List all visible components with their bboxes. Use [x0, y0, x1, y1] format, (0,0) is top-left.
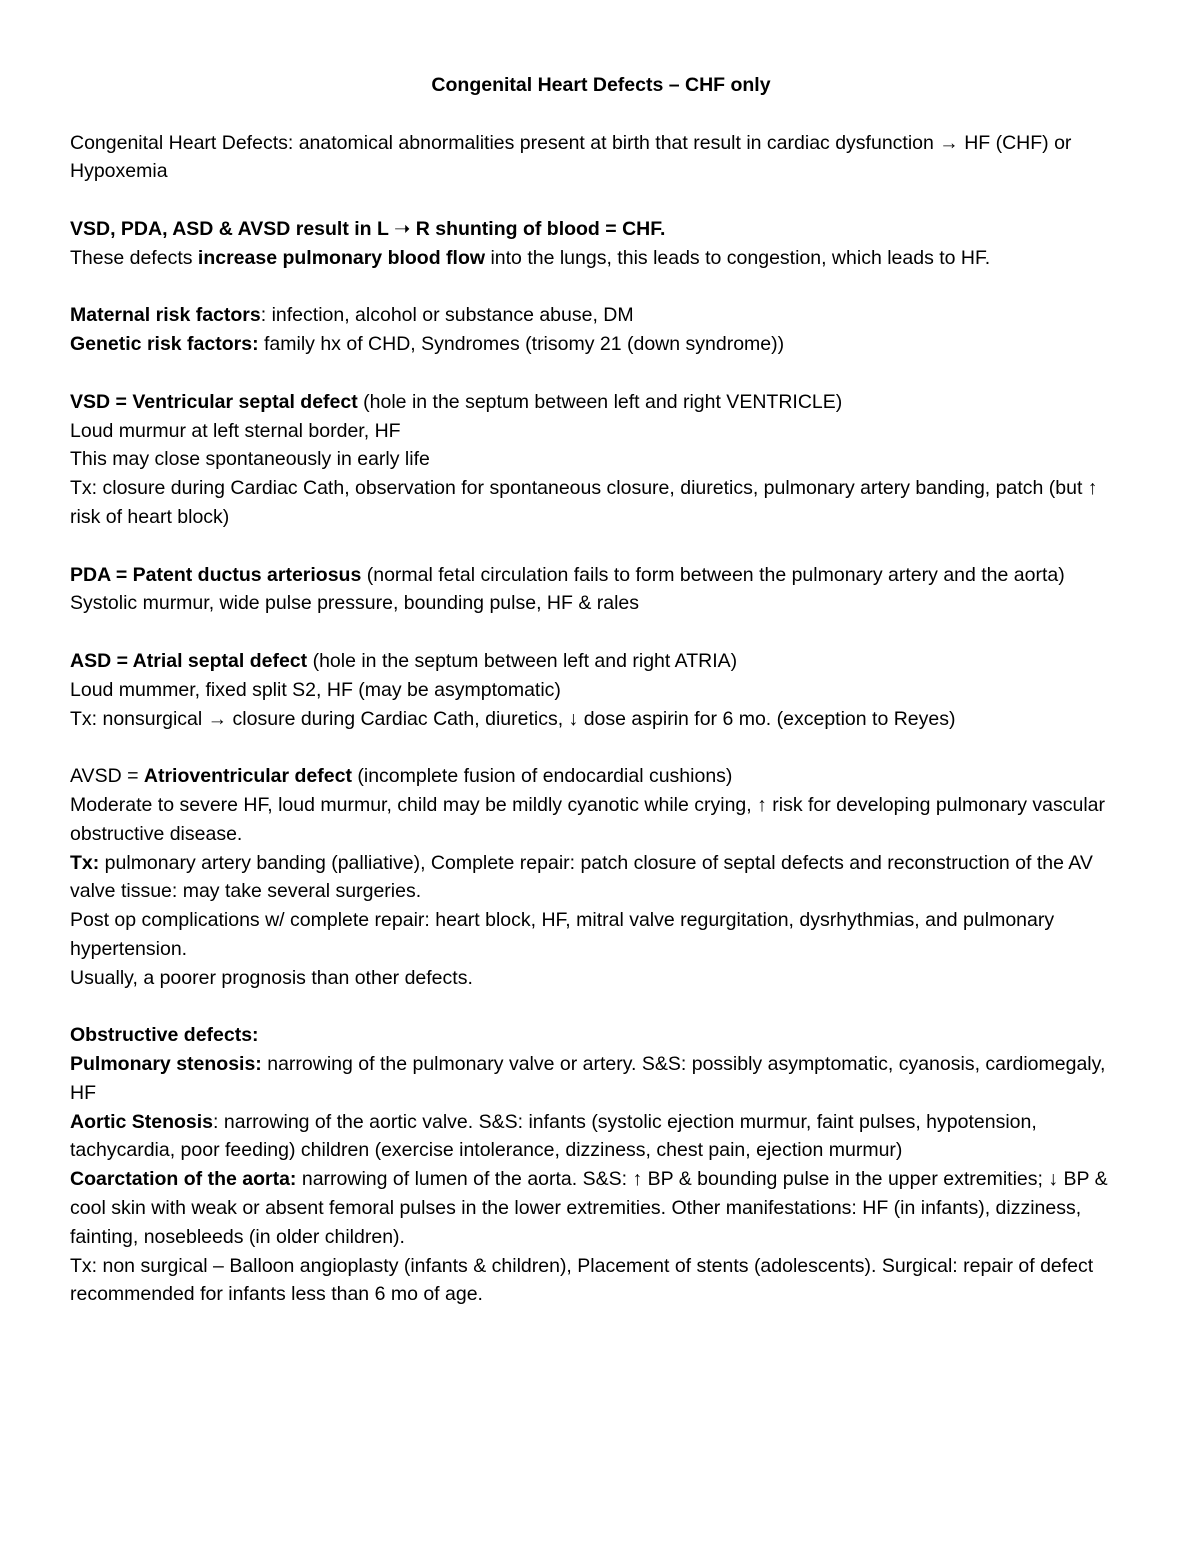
spacer [70, 186, 1132, 215]
vsd-label: VSD = Ventricular septal defect [70, 390, 358, 413]
asd-heading [70, 647, 1132, 676]
avsd-line-4: Usually, a poorer prognosis than other defects. [70, 966, 473, 989]
asd-desc: (hole in the septum between left and right ATRIA) [307, 649, 738, 672]
vsd-line-2: This may close spontaneously in early life [70, 448, 430, 471]
obstructive-heading-text: Obstructive defects: [70, 1024, 259, 1047]
avsd-tx-label: Tx: [70, 851, 100, 874]
spacer [70, 359, 1132, 388]
avsd-label: Atrioventricular defect [143, 765, 352, 788]
coarctation-label: Coarctation of the aorta: [70, 1168, 297, 1191]
avsd-tx-line [70, 849, 1132, 907]
pulmonary-stenosis-label: Pulmonary stenosis: [70, 1053, 262, 1076]
vsd-line-1: Loud murmur at left sternal border, HF [70, 419, 401, 442]
genetic-risk-label: Genetic risk factors: [70, 333, 259, 356]
pulmonary-stenosis-line [70, 1050, 1132, 1108]
avsd-prefix: AVSD = [70, 765, 144, 788]
shunt-line-bold: increase pulmonary blood flow [197, 246, 486, 269]
vsd-heading [70, 388, 1132, 417]
avsd-line-1: Moderate to severe HF, loud murmur, child may be mildly cyanotic while crying, ↑ risk for developing pulmonary vascular obstructive disease. [70, 793, 1106, 845]
shunt-line-post: into the lungs, this leads to congestion, which leads to HF. [485, 246, 991, 269]
maternal-risk-label: Maternal risk factors [70, 304, 261, 327]
intro-paragraph [70, 129, 1132, 187]
asd-line-1: Loud mummer, fixed split S2, HF (may be asymptomatic) [70, 678, 561, 701]
spacer [70, 532, 1132, 561]
spacer [70, 273, 1132, 302]
obstructive-heading [70, 1021, 1132, 1050]
genetic-risk-text: family hx of CHD, Syndromes (trisomy 21 (down syndrome)) [258, 333, 785, 356]
pda-desc: (normal fetal circulation fails to form between the pulmonary artery and the aorta) [361, 563, 1065, 586]
obstructive-tx-line: Tx: non surgical – Balloon angioplasty (infants & children), Placement of stents (adolescents). Surgical: repair of defect recommended for infants less than 6 mo of age. [70, 1254, 1094, 1306]
vsd-desc: (hole in the septum between left and right VENTRICLE) [357, 390, 843, 413]
avsd-desc: (incomplete fusion of endocardial cushions) [351, 765, 733, 788]
intro-text: anatomical abnormalities present at birth that result in cardiac dysfunction → HF (CHF) or Hypoxemia [70, 131, 1072, 183]
spacer [70, 618, 1132, 647]
spacer [70, 100, 1132, 129]
avsd-tx-text: pulmonary artery banding (palliative), Complete repair: patch closure of septal defects and reconstruction of the AV valve tissue: may take several surgeries. [70, 851, 1093, 903]
intro-label: Congenital Heart Defects: [70, 131, 294, 154]
shunt-line [70, 244, 1132, 273]
pda-line-1: Systolic murmur, wide pulse pressure, bounding pulse, HF & rales [70, 592, 640, 615]
aortic-stenosis-line [70, 1108, 1132, 1166]
document-body [70, 71, 1132, 1309]
page-title: Congenital Heart Defects – CHF only [431, 74, 771, 96]
asd-label: ASD = Atrial septal defect [70, 649, 308, 672]
coarctation-text: narrowing of lumen of the aorta. S&S: ↑ BP & bounding pulse in the upper extremities; ↓ BP & cool skin with weak or absent femoral pulses in the lower extremities. Other manifestations: HF (in infants), dizziness, fainting, nosebleeds (in older children). [70, 1168, 1108, 1248]
coarctation-line [70, 1165, 1132, 1251]
aortic-stenosis-text: : narrowing of the aortic valve. S&S: infants (systolic ejection murmur, faint pulses, hypotension, tachycardia, poor feeding) children (exercise intolerance, dizziness, chest pain, ejection murmur) [70, 1110, 1037, 1162]
shunt-line-pre: These defects [70, 246, 198, 269]
maternal-risk-line [70, 301, 1132, 330]
genetic-risk-line [70, 330, 1132, 359]
spacer [70, 733, 1132, 762]
shunt-heading-text: VSD, PDA, ASD & AVSD result in L ➝ R shunting of blood = CHF. [70, 217, 666, 240]
shunt-heading [70, 215, 1132, 244]
maternal-risk-text: : infection, alcohol or substance abuse, DM [260, 304, 634, 327]
aortic-stenosis-label: Aortic Stenosis [70, 1110, 214, 1133]
spacer [70, 993, 1132, 1022]
pda-label: PDA = Patent ductus arteriosus [70, 563, 362, 586]
vsd-line-3: Tx: closure during Cardiac Cath, observation for spontaneous closure, diuretics, pulmonary artery banding, patch (but ↑ risk of heart block) [70, 477, 1098, 528]
avsd-heading [70, 762, 1132, 791]
pulmonary-stenosis-text: narrowing of the pulmonary valve or artery. S&S: possibly asymptomatic, cyanosis, cardiomegaly, HF [70, 1053, 1106, 1104]
asd-line-2: Tx: nonsurgical → closure during Cardiac Cath, diuretics, ↓ dose aspirin for 6 mo. (exception to Reyes) [70, 707, 956, 730]
avsd-line-3: Post op complications w/ complete repair: heart block, HF, mitral valve regurgitation, dysrhythmias, and pulmonary hypertension. [70, 909, 1055, 960]
pda-heading [70, 561, 1132, 590]
